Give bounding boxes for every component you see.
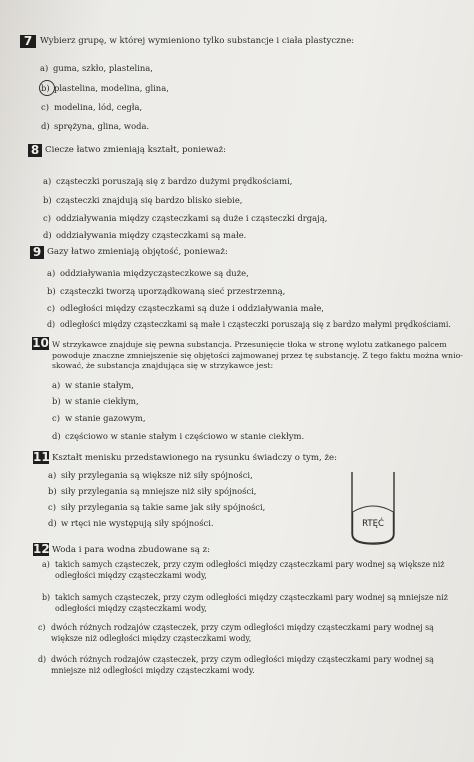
question-text: Kształt menisku przedstawionego na rysunku świadczy o tym, że:: [52, 453, 338, 463]
question-text: Gazy łatwo zmieniają objętość, ponieważ:: [47, 247, 228, 257]
answer-b[interactable]: b) cząsteczki znajdują się bardzo blisko siebie,: [43, 195, 243, 205]
answer-c[interactable]: c) odległości między cząsteczkami są duże i oddziaływania małe,: [47, 303, 324, 313]
question-number: 7: [20, 35, 36, 48]
answer-d[interactable]: d) dwóch różnych rodzajów cząsteczek, przy czym odległości między cząsteczkami pary wodnej są mniejsze niż odległości między cząsteczkami wody.: [38, 655, 434, 675]
answer-b[interactable]: b) takich samych cząsteczek, przy czym odległości między cząsteczkami pary wodnej są mniejsze niż odległości między cząsteczkami wody,: [42, 593, 448, 613]
answer-a[interactable]: a) siły przylegania są większe niż siły spójności,: [48, 470, 253, 480]
answer-c[interactable]: c) dwóch różnych rodzajów cząsteczek, przy czym odległości między cząsteczkami pary wodnej są większe niż odległości między cząsteczkami wody,: [38, 623, 434, 643]
answer-c[interactable]: c) siły przylegania są takie same jak siły spójności,: [48, 502, 266, 512]
answer-b[interactable]: b) siły przylegania są mniejsze niż siły spójności,: [48, 486, 257, 496]
question-text: W strzykawce znajduje się pewna substancja. Przesunięcie tłoka w stronę wylotu zatkanego palcem powoduje znaczne zmniejszenie się objętości zajmowanej przez tę substancję. Z tego faktu można wnio- skować, że substancja znajdująca się w strzykawce jest:: [52, 340, 463, 370]
mercury-tube-figure: [348, 470, 398, 546]
answer-a[interactable]: a) w stanie stałym,: [52, 380, 134, 390]
answer-b[interactable]: b) cząsteczki tworzą uporządkowaną sieć przestrzenną,: [47, 286, 286, 296]
question-number: 11: [33, 450, 50, 464]
answer-c[interactable]: c) oddziaływania między cząsteczkami są duże i cząsteczki drgają,: [43, 213, 328, 223]
question-text: Wybierz grupę, w której wymieniono tylko substancje i ciała plastyczne:: [40, 36, 355, 46]
answer-d[interactable]: d) odległości między cząsteczkami są małe i cząsteczki poruszają się z bardzo małymi prędkościami.: [47, 320, 451, 329]
answer-b[interactable]: b) w stanie ciekłym,: [52, 396, 139, 406]
answer-a[interactable]: a) cząsteczki poruszają się z bardzo dużymi prędkościami,: [43, 176, 293, 186]
answer-b[interactable]: b) plastelina, modelina, glina,: [41, 83, 169, 93]
answer-d[interactable]: d) w rtęci nie występują siły spójności.: [48, 518, 214, 528]
question-number: 12: [33, 542, 50, 556]
answer-a[interactable]: a) guma, szkło, plastelina,: [40, 63, 153, 73]
question-number: 10: [32, 336, 49, 350]
answer-c[interactable]: c) modelina, lód, cegła,: [41, 102, 143, 112]
answer-d[interactable]: d) oddziaływania między cząsteczkami są małe.: [43, 230, 247, 240]
question-number: 8: [28, 144, 42, 157]
answer-a[interactable]: a) takich samych cząsteczek, przy czym odległości między cząsteczkami pary wodnej są większe niż odległości między cząsteczkami wody,: [42, 560, 445, 580]
question-text: Woda i para wodna zbudowane są z:: [52, 545, 211, 555]
answer-a[interactable]: a) oddziaływania międzycząsteczkowe są duże,: [47, 268, 249, 278]
answer-c[interactable]: c) w stanie gazowym,: [52, 413, 146, 423]
answer-d[interactable]: d) częściowo w stanie stałym i częściowo w stanie ciekłym.: [52, 431, 305, 441]
question-text: Ciecze łatwo zmieniają kształt, ponieważ:: [45, 145, 227, 155]
answer-d[interactable]: d) sprężyna, glina, woda.: [41, 121, 150, 131]
figure-label: RTĘĆ: [362, 519, 384, 529]
question-number: 9: [30, 246, 44, 259]
